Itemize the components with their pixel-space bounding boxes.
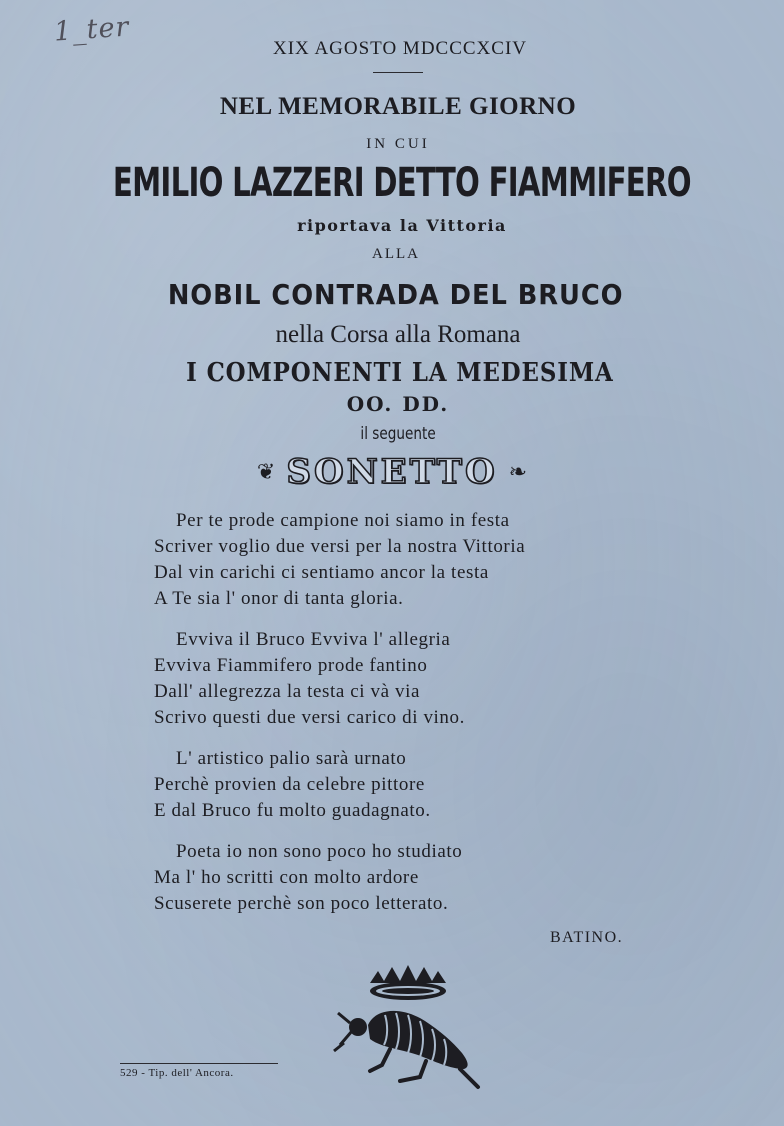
heading-line-corsa: nella Corsa alla Romana [275, 321, 521, 348]
jockey-name-heading [6, 160, 784, 206]
stanza-2 [154, 627, 674, 731]
printer-rule [120, 1063, 278, 1064]
printer-imprint: 529 - Tip. dell' Ancora. [120, 1067, 234, 1079]
componenti-text: I COMPONENTI LA MEDESIMA [186, 358, 614, 388]
verse: A Te sia l' onor di tanta gloria. [154, 588, 404, 609]
handwritten-note: 1_ter [53, 11, 131, 48]
heading-line-componenti [8, 358, 784, 388]
sonnet-body [154, 508, 674, 932]
sonnet-title: SONETTO [286, 452, 498, 492]
contrada-text: NOBIL CONTRADA DEL BRUCO [168, 278, 624, 311]
verse: Dal vin carichi ci sentiamo ancor la testa [154, 562, 489, 583]
verse: Per te prode campione noi siamo in festa [176, 510, 510, 531]
verse: Evviva Fiammifero prode fantino [154, 655, 428, 676]
jockey-name-text: EMILIO LAZZERI DETTO FIAMMIFERO [112, 160, 691, 206]
verse: Perchè provien da celebre pittore [154, 774, 425, 795]
ornament-left-icon: ❦ [256, 459, 276, 485]
verse: Scriver voglio due versi per la nostra Vittoria [154, 536, 526, 557]
heading-line-oodd: OO. DD. [346, 392, 450, 416]
verse: Scrivo questi due versi carico di vino. [154, 707, 465, 728]
stanza-3 [154, 746, 674, 824]
stanza-1 [154, 508, 674, 612]
date-heading: XIX AGOSTO MDCCCXCIV [272, 38, 527, 59]
seguente-text: il seguente [360, 424, 436, 444]
divider-rule [373, 72, 423, 73]
ornament-right-icon: ❧ [508, 459, 528, 485]
verse: Dall' allegrezza la testa ci và via [154, 681, 421, 702]
verse: L' artistico palio sarà urnato [176, 748, 407, 769]
sonnet-title-block [0, 452, 784, 492]
verse: Poeta io non sono poco ho studiato [176, 841, 463, 862]
verse: Evviva il Bruco Evviva l' allegria [176, 629, 451, 650]
verse: E dal Bruco fu molto guadagnato. [154, 800, 431, 821]
contrada-heading [4, 278, 784, 311]
verse: Scuserete perchè son poco letterato. [154, 893, 449, 914]
heading-line-seguente [6, 424, 784, 444]
stanza-4 [154, 839, 674, 917]
heading-line-in-cui: IN CUI [366, 136, 430, 152]
verse: Ma l' ho scritti con molto ardore [154, 867, 419, 888]
author-signature: BATINO. [550, 929, 624, 946]
heading-line-alla: ALLA [372, 246, 420, 262]
heading-line-vittoria: riportava la Vittoria [297, 216, 507, 235]
crowned-caterpillar-icon [330, 965, 490, 1095]
heading-line-memorabile: NEL MEMORABILE GIORNO [219, 93, 577, 120]
